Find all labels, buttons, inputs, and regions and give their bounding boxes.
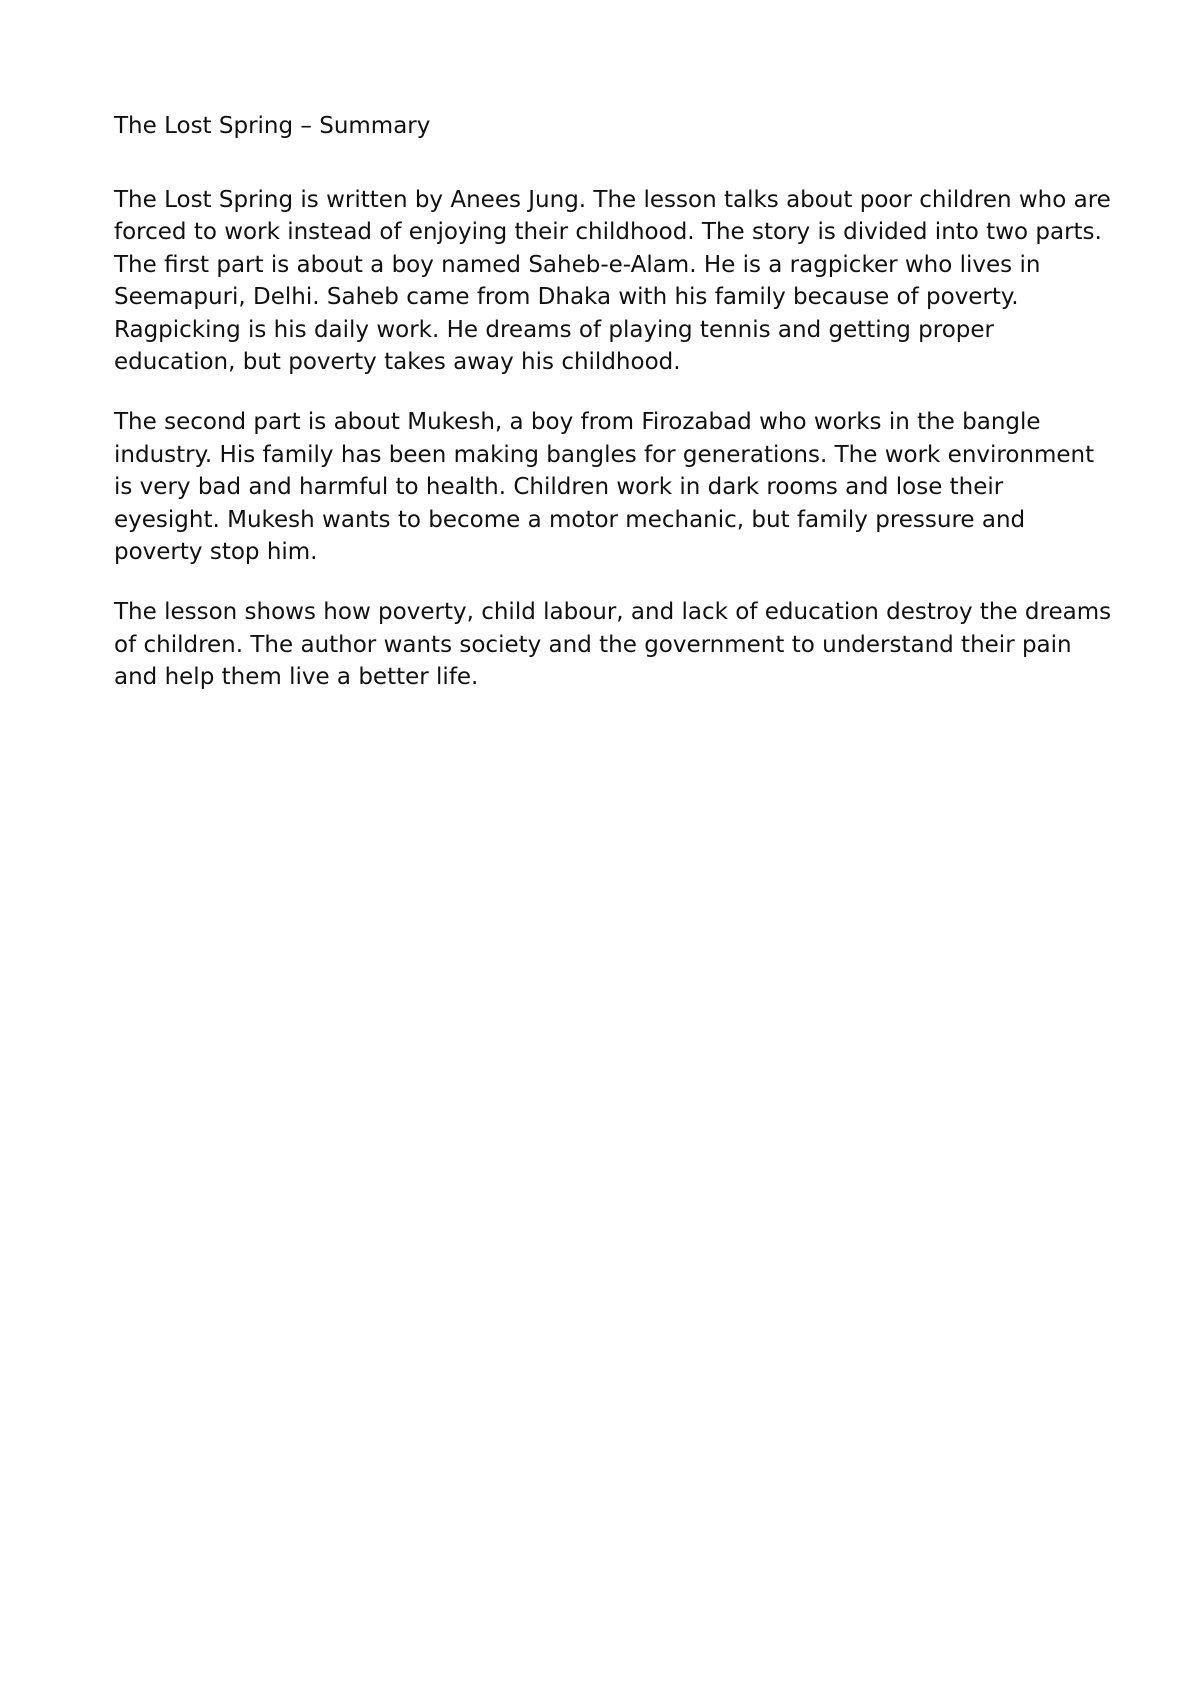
document-body <box>114 110 1114 694</box>
paragraph-mukesh: The second part is about Mukesh, a boy from Firozabad who works in the bangle industry. His family has been making bangles for generations. The work environment is very bad and harmful to health. Children work in dark rooms and lose their eyesight. Mukesh wants to become a motor mechanic, but family pressure and poverty stop him. <box>114 409 1095 566</box>
title-spacing <box>114 142 1114 184</box>
document-title: The Lost Spring – Summary <box>114 113 431 139</box>
paragraph-conclusion: The lesson shows how poverty, child labour, and lack of education destroy the dreams of children. The author wants society and the government to understand their pain and help them live a better life. <box>114 599 1112 691</box>
paragraph-introduction: The Lost Spring is written by Anees Jung. The lesson talks about poor children who are forced to work instead of enjoying their childhood. The story is divided into two parts. The first part is about a boy named Saheb-e-Alam. He is a ragpicker who lives in Seemapuri, Delhi. Saheb came from Dhaka with his family because of poverty. Ragpicking is his daily work. He dreams of playing tennis and getting proper education, but poverty takes away his childhood. <box>114 187 1111 376</box>
